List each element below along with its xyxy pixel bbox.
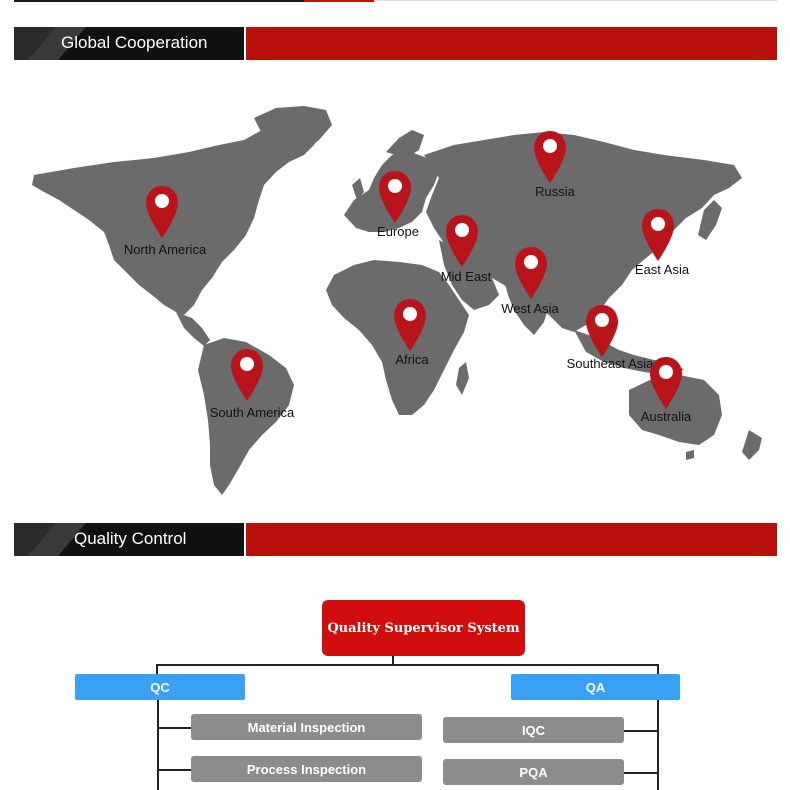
banner-red-bar — [246, 523, 777, 556]
material-inspection-box: Material Inspection — [191, 714, 422, 740]
connector-line — [157, 727, 191, 729]
map-pin-icon — [514, 246, 548, 300]
iqc-box: IQC — [443, 717, 624, 743]
banner-red-bar — [246, 27, 777, 60]
connector-line — [624, 730, 658, 732]
top-divider — [0, 0, 790, 2]
map-pin-icon — [145, 185, 179, 239]
quality-supervisor-system-box: Quality Supervisor System — [322, 600, 525, 656]
qa-box: QA — [511, 674, 680, 700]
map-region-label: North America — [123, 242, 207, 257]
map-pin-icon — [230, 348, 264, 402]
connector-line — [157, 769, 191, 771]
connector-line — [157, 700, 159, 790]
map-region-label: Mid East — [440, 269, 492, 284]
connector-line — [156, 664, 659, 666]
map-region-label: Australia — [640, 409, 692, 424]
section-title: Quality Control — [74, 529, 187, 548]
map-pin-icon — [641, 208, 675, 262]
map-region-label: Southeast Asia — [566, 356, 654, 371]
connector-line — [657, 700, 659, 790]
map-region-label: East Asia — [634, 262, 690, 277]
map-pin-icon — [585, 304, 619, 358]
map-pin-icon — [649, 356, 683, 410]
map-pin-icon — [393, 298, 427, 352]
connector-line — [624, 772, 658, 774]
process-inspection-box: Process Inspection — [191, 756, 422, 782]
map-pin-icon — [445, 214, 479, 268]
connector-line — [392, 656, 394, 664]
qc-box: QC — [75, 674, 245, 700]
global-cooperation-banner — [14, 27, 777, 60]
map-region-label: South America — [209, 405, 295, 420]
map-region-label: Europe — [377, 224, 419, 239]
section-title: Global Cooperation — [61, 33, 208, 52]
map-pin-icon — [378, 170, 412, 224]
pqa-box: PQA — [443, 759, 624, 785]
map-region-label: Africa — [395, 352, 429, 367]
map-region-label: Russia — [535, 184, 575, 199]
quality-control-banner — [14, 523, 777, 556]
map-pin-icon — [533, 130, 567, 184]
map-region-label: West Asia — [501, 301, 559, 316]
